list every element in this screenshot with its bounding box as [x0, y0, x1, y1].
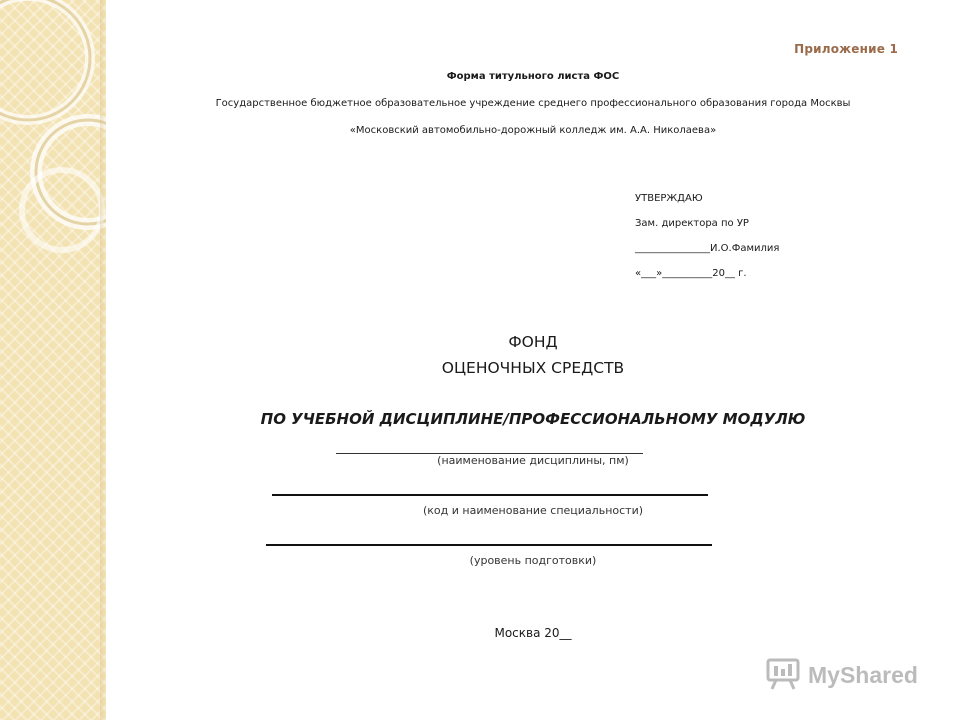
watermark-text: MyShared: [808, 661, 918, 688]
institution-name-line1: Государственное бюджетное образовательное учреждение среднего профессионального образования города Москвы: [215, 98, 851, 109]
level-caption: (уровень подготовки): [469, 554, 597, 567]
approval-signature-line: _______________И.О.Фамилия: [635, 243, 780, 254]
city-year: Москва 20__: [494, 626, 572, 640]
institution-name-line2: «Московский автомобильно-дорожный колледж им. А.А. Николаева»: [349, 125, 717, 136]
decorative-rings: [0, 0, 106, 720]
approval-position: Зам. директора по УР: [635, 218, 749, 229]
appendix-label: Приложение 1: [794, 42, 898, 56]
fund-subtitle: ОЦЕНОЧНЫХ СРЕДСТВ: [441, 359, 625, 377]
presentation-board-icon: [766, 656, 804, 694]
watermark-logo: [766, 656, 918, 694]
fund-title: ФОНД: [508, 333, 558, 351]
approval-title: УТВЕРЖДАЮ: [635, 193, 703, 204]
specialty-blank-line: [272, 494, 708, 496]
decorative-side-band: [0, 0, 106, 720]
form-title: Форма титульного листа ФОС: [446, 71, 620, 82]
discipline-heading: ПО УЧЕБНОЙ ДИСЦИПЛИНЕ/ПРОФЕССИОНАЛЬНОМУ МОДУЛЮ: [260, 410, 806, 428]
discipline-caption: (наименование дисциплины, пм): [437, 454, 629, 467]
level-blank-line: [266, 544, 712, 546]
approval-date-line: «___»__________20__ г.: [635, 268, 747, 279]
specialty-caption: (код и наименование специальности): [422, 504, 644, 517]
